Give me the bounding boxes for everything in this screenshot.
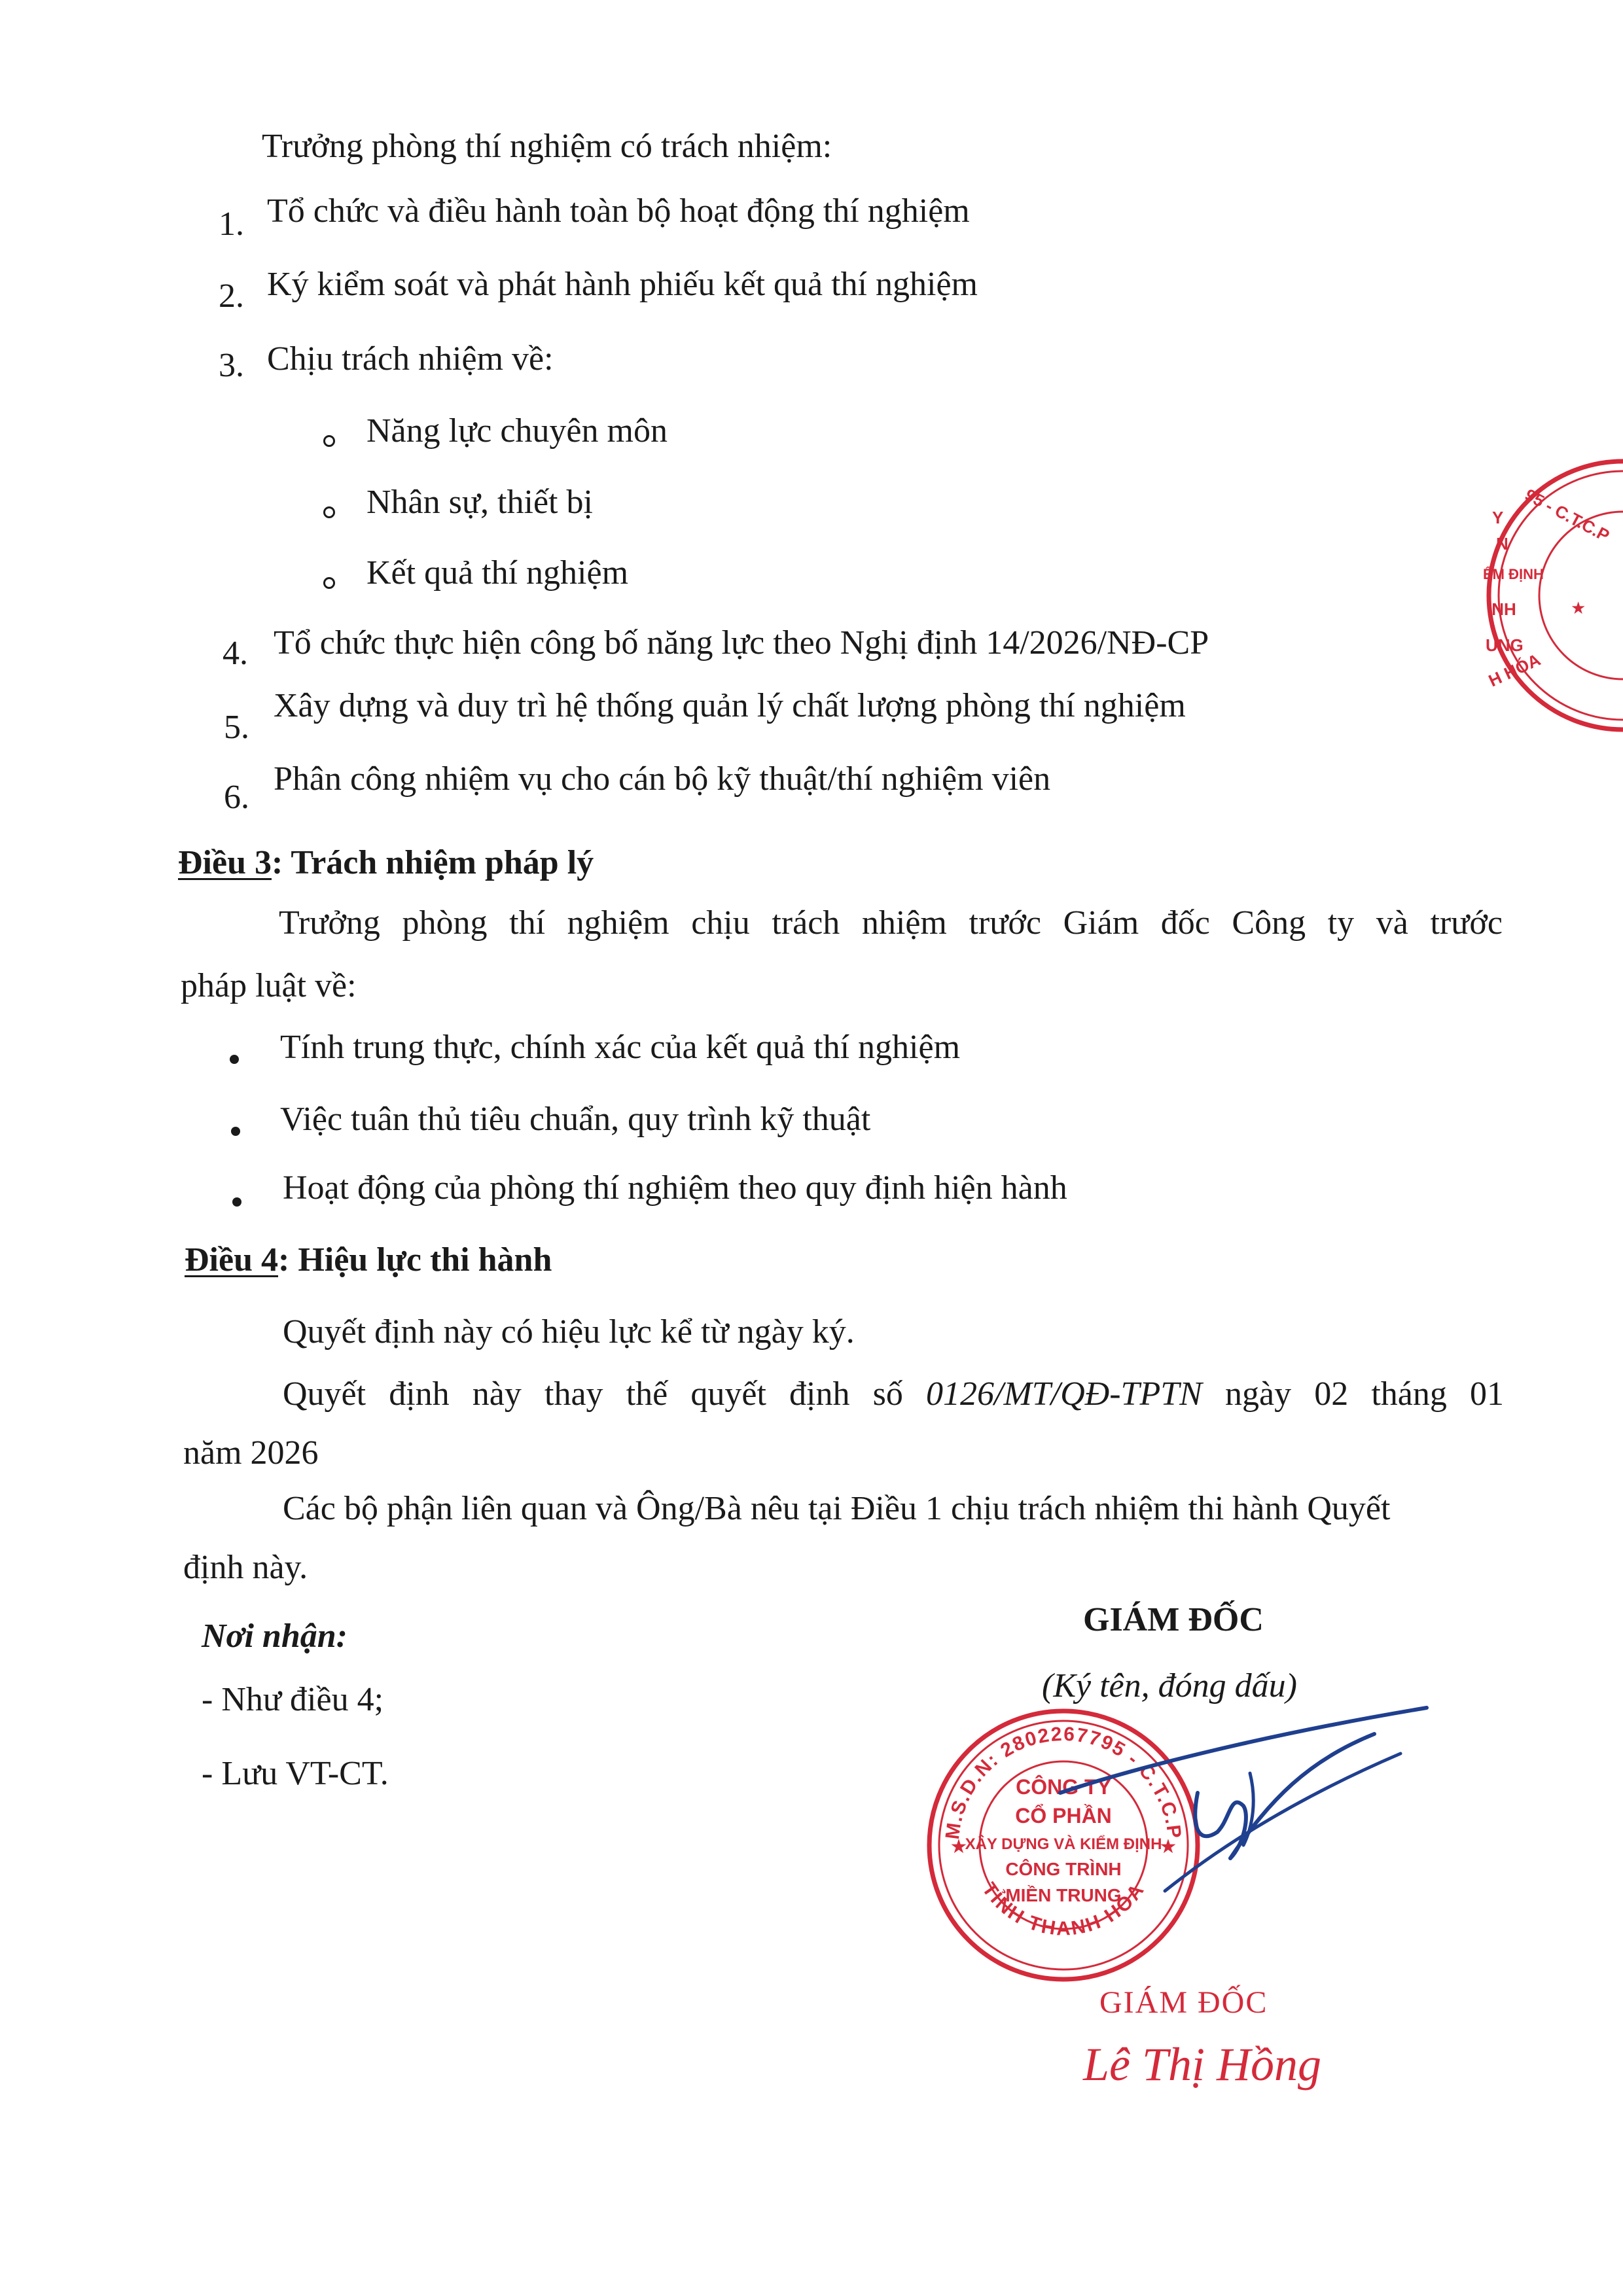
article-4-paragraph: Quyết định này có hiệu lực kể từ ngày ký. xyxy=(283,1313,855,1351)
replaced-decision-prefix: Quyết định này thay thế quyết định số xyxy=(283,1375,903,1413)
sub-item: Kết quả thí nghiệm xyxy=(366,554,629,592)
stamp-line: CÔNG TY xyxy=(1016,1775,1111,1799)
bullet-icon xyxy=(231,1127,240,1136)
article-4-paragraph-line: định này. xyxy=(183,1549,308,1586)
article-3-bullet: Hoạt động của phòng thí nghiệm theo quy định hiện hành xyxy=(283,1169,1067,1207)
article-4-label: Điều 4 xyxy=(185,1241,278,1279)
duty-item: Phân công nhiệm vụ cho cán bộ kỹ thuật/thí nghiệm viên xyxy=(274,760,1051,798)
article-3-paragraph-line: Trưởng phòng thí nghiệm chịu trách nhiệm trước Giám đốc Công ty và trước xyxy=(279,904,1503,942)
duty-number: 6. xyxy=(224,779,249,816)
handwritten-signature xyxy=(1034,1695,1440,1911)
sub-item: Nhân sự, thiết bị xyxy=(366,484,593,521)
recipient-item: - Như điều 4; xyxy=(202,1681,384,1718)
duty-number: 3. xyxy=(219,347,244,384)
stamp-line: XÂY DỰNG VÀ KIỂM ĐỊNH xyxy=(965,1835,1162,1853)
partial-page-seal xyxy=(1472,451,1623,739)
replaced-decision-date: ngày 02 tháng 01 xyxy=(1224,1375,1505,1413)
article-4-heading xyxy=(185,1240,552,1280)
duty-number: 5. xyxy=(224,709,249,746)
article-3-bullet: Tính trung thực, chính xác của kết quả thí nghiệm xyxy=(280,1029,961,1066)
article-3-title: : Trách nhiệm pháp lý xyxy=(272,844,594,881)
circle-bullet-icon xyxy=(323,506,335,518)
seal-fragment: Y xyxy=(1492,508,1504,527)
signatory-name: Lê Thị Hồng xyxy=(1083,2038,1322,2091)
bullet-icon xyxy=(232,1197,241,1207)
stamp-ring-text: M.S.D.N: 2802267795 - C.T.C.P xyxy=(941,1723,1186,1841)
article-3-heading xyxy=(178,843,594,883)
duty-item: Tổ chức thực hiện công bố năng lực theo Nghị định 14/2026/NĐ-CP xyxy=(274,624,1209,662)
duty-item: Chịu trách nhiệm về: xyxy=(267,340,554,378)
article-4-paragraph-line: năm 2026 xyxy=(183,1434,319,1472)
article-3-bullet: Việc tuân thủ tiêu chuẩn, quy trình kỹ thuật xyxy=(280,1101,871,1138)
article-3-label: Điều 3 xyxy=(178,844,272,881)
seal-fragment: ỂM ĐỊNH xyxy=(1483,566,1544,582)
article-4-paragraph-line xyxy=(283,1374,1504,1415)
star-icon: ★ xyxy=(950,1835,968,1858)
replaced-decision-number: 0126/MT/QĐ-TPTN xyxy=(926,1375,1202,1413)
duty-number: 4. xyxy=(223,635,248,672)
sub-item: Năng lực chuyên môn xyxy=(366,412,668,450)
seal-fragment: H HÓA xyxy=(1485,649,1544,691)
stamp-line: MIỀN TRUNG xyxy=(1005,1885,1122,1905)
circle-bullet-icon xyxy=(323,435,335,447)
seal-fragment: UNG xyxy=(1486,635,1524,655)
bullet-icon xyxy=(230,1055,239,1064)
recipient-item: - Lưu VT-CT. xyxy=(202,1755,389,1792)
article-4-paragraph-line: Các bộ phận liên quan và Ông/Bà nêu tại Điều 1 chịu trách nhiệm thi hành Quyết xyxy=(283,1490,1391,1527)
stamp-line: CỔ PHẦN xyxy=(1015,1804,1112,1828)
signature-note: (Ký tên, đóng dấu) xyxy=(1042,1667,1297,1704)
duty-number: 1. xyxy=(219,205,244,243)
seal-fragment: N xyxy=(1496,534,1508,554)
circle-bullet-icon xyxy=(323,577,335,589)
stamp-bottom-text: TỈNH THANH HÓA xyxy=(978,1879,1149,1940)
article-4-title: : Hiệu lực thi hành xyxy=(278,1241,552,1279)
duty-item: Ký kiểm soát và phát hành phiếu kết quả thí nghiệm xyxy=(267,266,978,303)
seal-fragment: ÌNH xyxy=(1487,599,1516,619)
duty-number: 2. xyxy=(219,277,244,315)
stamp-role: GIÁM ĐỐC xyxy=(1099,1985,1268,2020)
star-icon: ★ xyxy=(1571,599,1586,618)
seal-fragment: 95 - C.T.C.P xyxy=(1522,484,1613,546)
star-icon: ★ xyxy=(1159,1835,1177,1858)
duty-item: Xây dựng và duy trì hệ thống quản lý chất lượng phòng thí nghiệm xyxy=(274,687,1186,724)
duty-item: Tổ chức và điều hành toàn bộ hoạt động thí nghiệm xyxy=(267,192,970,230)
recipients-title: Nơi nhận: xyxy=(202,1617,348,1655)
signature-role: GIÁM ĐỐC xyxy=(1083,1601,1264,1638)
article-3-paragraph-line: pháp luật về: xyxy=(181,967,357,1004)
intro-text: Trưởng phòng thí nghiệm có trách nhiệm: xyxy=(262,128,832,165)
stamp-line: CÔNG TRÌNH xyxy=(1005,1859,1122,1879)
